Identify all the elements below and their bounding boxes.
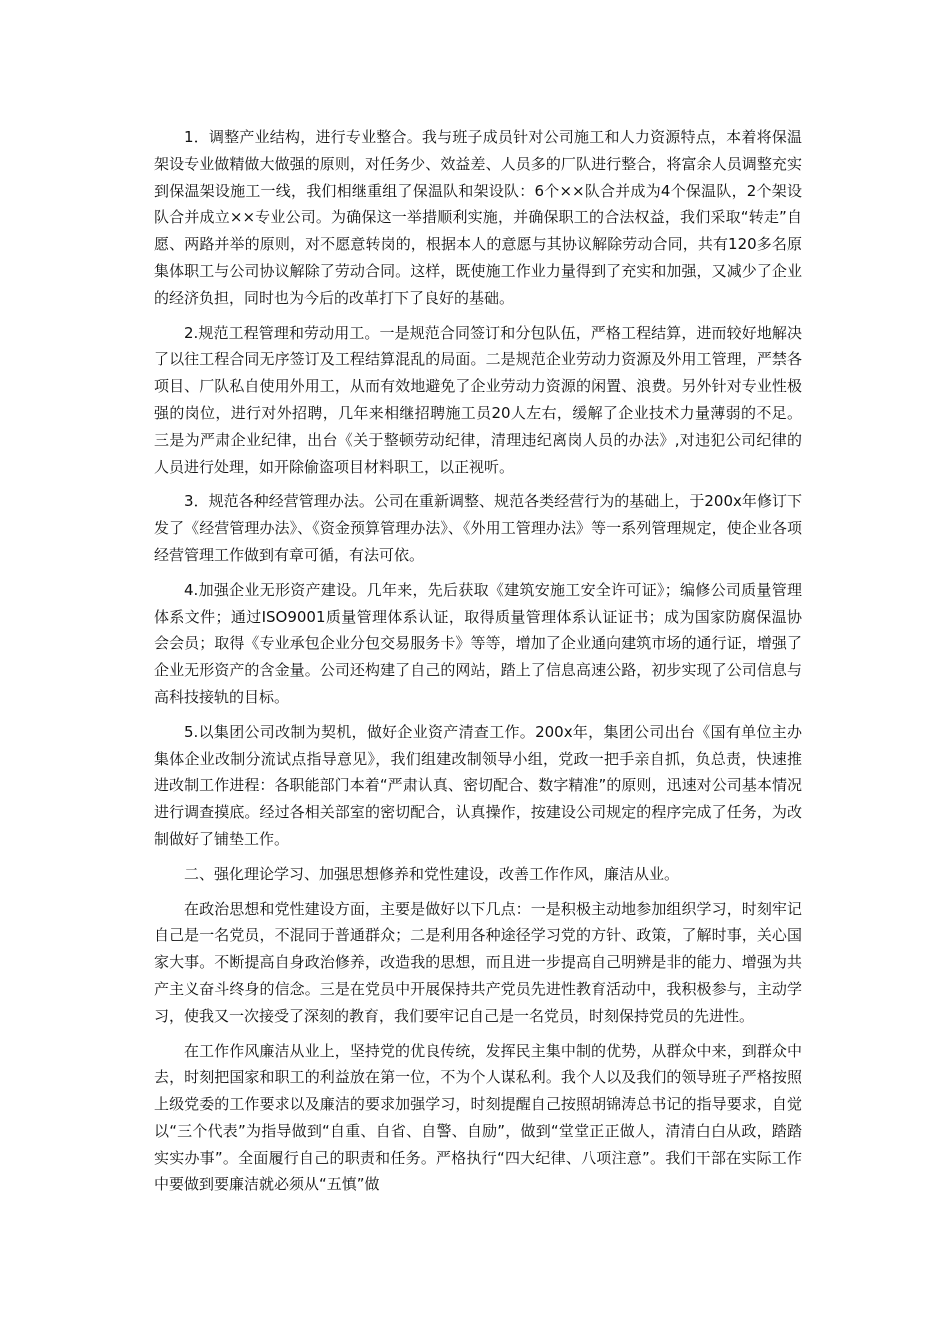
document-body [154, 124, 802, 1206]
paragraph-3: 3．规范各种经营管理办法。公司在重新调整、规范各类经营行为的基础上，于200x年修订下发了《经营管理办法》、《资金预算管理办法》、《外用工管理办法》等一系列管理规定，使企业各项经营管理工作做到有章可循，有法可依。 [154, 492, 802, 564]
paragraph-4: 4.加强企业无形资产建设。几年来，先后获取《建筑安施工安全许可证》；编修公司质量管理体系文件；通过ISO9001质量管理体系认证，取得质量管理体系认证证书；成为国家防腐保温协会会员；取得《专业承包企业分包交易服务卡》等等，增加了企业通向建筑市场的通行证，增强了企业无形资产的含金量。公司还构建了自己的网站，踏上了信息高速公路，初步实现了公司信息与高科技接轨的目标。 [154, 580, 802, 706]
paragraph-7: 在政治思想和党性建设方面，主要是做好以下几点：一是积极主动地参加组织学习，时刻牢记自己是一名党员，不混同于普通群众；二是利用各种途径学习党的方针、政策，了解时事，关心国家大事。不断提高自身政治修养，改造我的思想，而且进一步提高自己明辨是非的能力、增强为共产主义奋斗终身的信念。三是在党员中开展保持共产党员先进性教育活动中，我积极参与，主动学习，使我又一次接受了深刻的教育，我们要牢记自己是一名党员，时刻保持党员的先进性。 [154, 899, 802, 1025]
paragraph-8: 在工作作风廉洁从业上，坚持党的优良传统，发挥民主集中制的优势，从群众中来，到群众中去，时刻把国家和职工的利益放在第一位，不为个人谋私利。我个人以及我们的领导班子严格按照上级党委的工作要求以及廉洁的要求加强学习，时刻提醒自己按照胡锦涛总书记的指导要求，自觉以“三个代表”为指导做到“自重、自省、自警、自励”，做到“堂堂正正做人，清清白白从政，踏踏实实办事”。全面履行自己的职责和任务。严格执行“四大纪律、八项注意”。我们干部在实际工作中要做到要廉洁就必须从“五慎”做 [154, 1041, 802, 1194]
paragraph-1: 1．调整产业结构，进行专业整合。我与班子成员针对公司施工和人力资源特点，本着将保温架设专业做精做大做强的原则，对任务少、效益差、人员多的厂队进行整合，将富余人员调整充实到保温架设施工一线，我们相继重组了保温队和架设队：6个××队合并成为4个保温队，2个架设队合并成立××专业公司。为确保这一举措顺利实施，并确保职工的合法权益，我们采取“转走”自愿、两路并举的原则，对不愿意转岗的，根据本人的意愿与其协议解除劳动合同，共有120多名原集体职工与公司协议解除了劳动合同。这样，既使施工作业力量得到了充实和加强，又减少了企业的经济负担，同时也为今后的改革打下了良好的基础。 [154, 128, 802, 307]
section-heading: 二、强化理论学习、加强思想修养和党性建设，改善工作作风，廉洁从业。 [184, 864, 680, 883]
paragraph-2: 2.规范工程管理和劳动用工。一是规范合同签订和分包队伍，严格工程结算，进而较好地解决了以往工程合同无序签订及工程结算混乱的局面。二是规范企业劳动力资源及外用工管理，严禁各项目、厂队私自使用外用工，从而有效地避免了企业劳动力资源的闲置、浪费。另外针对专业性极强的岗位，进行对外招聘，几年来相继招聘施工员20人左右，缓解了企业技术力量薄弱的不足。三是为严肃企业纪律，出台《关于整顿劳动纪律，清理违纪离岗人员的办法》,对违犯公司纪律的人员进行处理，如开除偷盗项目材料职工，以正视听。 [154, 323, 802, 476]
paragraph-5: 5.以集团公司改制为契机，做好企业资产清查工作。200x年，集团公司出台《国有单位主办集体企业改制分流试点指导意见》，我们组建改制领导小组，党政一把手亲自抓，负总责，快速推进改制工作进程：各职能部门本着“严肃认真、密切配合、数字精准”的原则，迅速对公司基本情况进行调查摸底。经过各相关部室的密切配合，认真操作，按建设公司规定的程序完成了任务，为改制做好了铺垫工作。 [154, 722, 802, 848]
